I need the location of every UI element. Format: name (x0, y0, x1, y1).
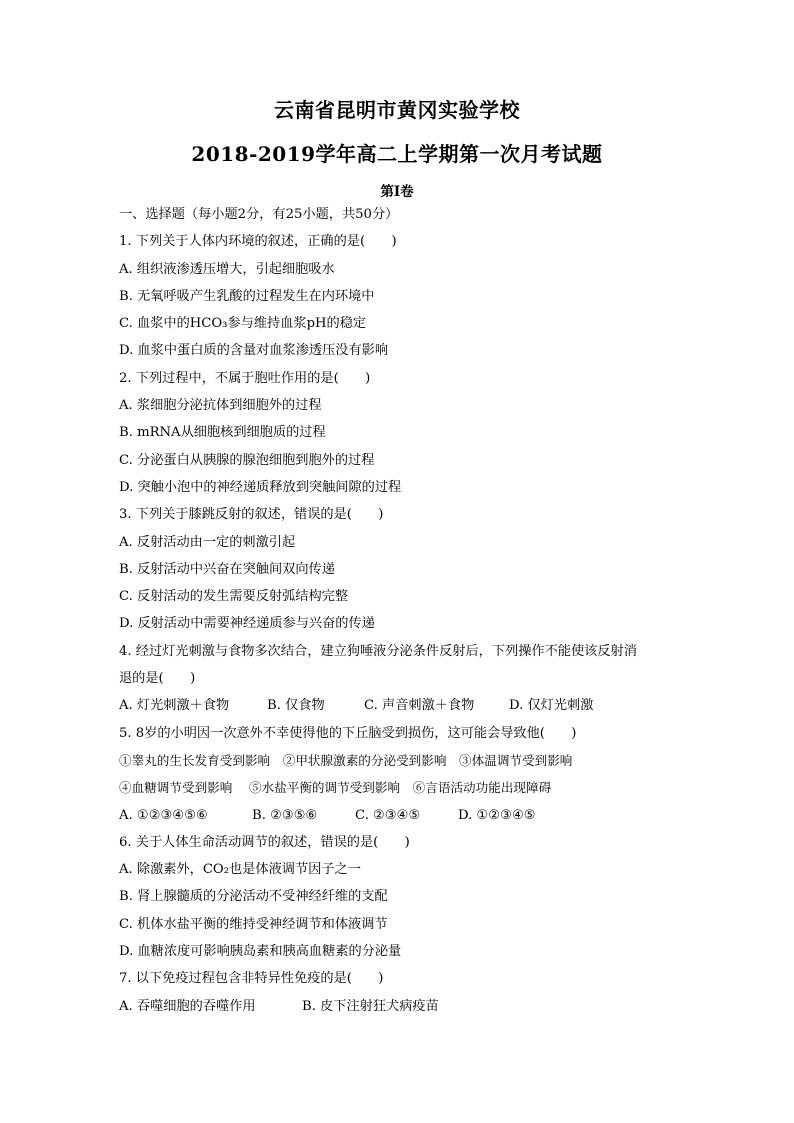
q3-stem: 3. 下列关于膝跳反射的叙述，错误的是( ) (119, 507, 384, 523)
q5-option-a: A. ①②③④⑤⑥ (119, 807, 208, 823)
q2-option-c: C. 分泌蛋白从胰腺的腺泡细胞到胞外的过程 (119, 452, 375, 468)
q5-items-line2: ④血糖调节受到影响 ⑤水盐平衡的调节受到影响 ⑥言语活动功能出现障碍 (119, 780, 552, 796)
q1-option-d: D. 血浆中蛋白质的含量对血浆渗透压没有影响 (119, 343, 389, 359)
q2-option-b: B. mRNA从细胞核到细胞质的过程 (119, 425, 326, 441)
q6-option-c: C. 机体水盐平衡的维持受神经调节和体液调节 (119, 916, 388, 932)
q4-stem-line1: 4. 经过灯光刺激与食物多次结合，建立狗唾液分泌条件反射后，下列操作不能使该反射消 (119, 643, 637, 659)
q4-options (119, 696, 679, 723)
q1-option-b: B. 无氧呼吸产生乳酸的过程发生在内环境中 (119, 288, 375, 304)
q3-option-b: B. 反射活动中兴奋在突触间双向传递 (119, 561, 335, 577)
q3-option-c: C. 反射活动的发生需要反射弧结构完整 (119, 589, 349, 605)
volume-label: 第Ⅰ卷 (380, 184, 414, 200)
q3-option-d: D. 反射活动中需要神经递质参与兴奋的传递 (119, 616, 375, 632)
q5-option-d: D. ①②③④⑤ (458, 807, 536, 823)
q5-stem: 5. 8岁的小明因一次意外不幸使得他的下丘脑受到损伤，这可能会导致他( ) (119, 725, 577, 741)
q7-option-a: A. 吞噬细胞的吞噬作用 (119, 998, 256, 1014)
q5-option-b: B. ②③⑤⑥ (252, 807, 318, 823)
q5-items-line1: ①睾丸的生长发育受到影响 ②甲状腺激素的分泌受到影响 ③体温调节受到影响 (119, 752, 573, 768)
q1-option-c: C. 血浆中的HCO₃参与维持血浆pH的稳定 (119, 316, 367, 332)
q2-option-d: D. 突触小泡中的神经递质释放到突触间隙的过程 (119, 479, 402, 495)
q4-option-b: B. 仅食物 (267, 698, 325, 714)
q6-option-d: D. 血糖浓度可影响胰岛素和胰高血糖素的分泌量 (119, 944, 402, 960)
exam-title: 2018-2019学年高二上学期第一次月考试题 (191, 142, 603, 166)
q2-stem: 2. 下列过程中，不属于胞吐作用的是( ) (119, 370, 371, 386)
q4-option-d: D. 仅灯光刺激 (509, 698, 594, 714)
q7-option-b: B. 皮下注射狂犬病疫苗 (302, 998, 439, 1014)
q4-option-c: C. 声音刺激＋食物 (364, 698, 475, 714)
q5-options (119, 806, 679, 833)
school-title: 云南省昆明市黄冈实验学校 (274, 98, 520, 122)
q7-options (119, 997, 679, 1024)
section-heading: 一、选择题（每小题2分，有25小题，共50分） (119, 207, 399, 222)
q1-option-a: A. 组织液渗透压增大，引起细胞吸水 (119, 261, 335, 277)
q6-option-b: B. 肾上腺髓质的分泌活动不受神经纤维的支配 (119, 889, 388, 905)
q5-option-c: C. ②③④⑤ (355, 807, 421, 823)
q1-stem: 1. 下列关于人体内环境的叙述，正确的是( ) (119, 234, 397, 250)
q6-stem: 6. 关于人体生命活动调节的叙述，错误的是( ) (119, 834, 410, 850)
q4-stem-line2: 退的是( ) (119, 671, 196, 687)
q2-option-a: A. 浆细胞分泌抗体到细胞外的过程 (119, 398, 322, 414)
q4-option-a: A. 灯光刺激＋食物 (119, 698, 230, 714)
q3-option-a: A. 反射活动由一定的刺激引起 (119, 534, 296, 550)
question-list (119, 205, 679, 1024)
q7-stem: 7. 以下免疫过程包含非特异性免疫的是( ) (119, 971, 384, 987)
q6-option-a: A. 除激素外，CO₂也是体液调节因子之一 (119, 862, 361, 878)
